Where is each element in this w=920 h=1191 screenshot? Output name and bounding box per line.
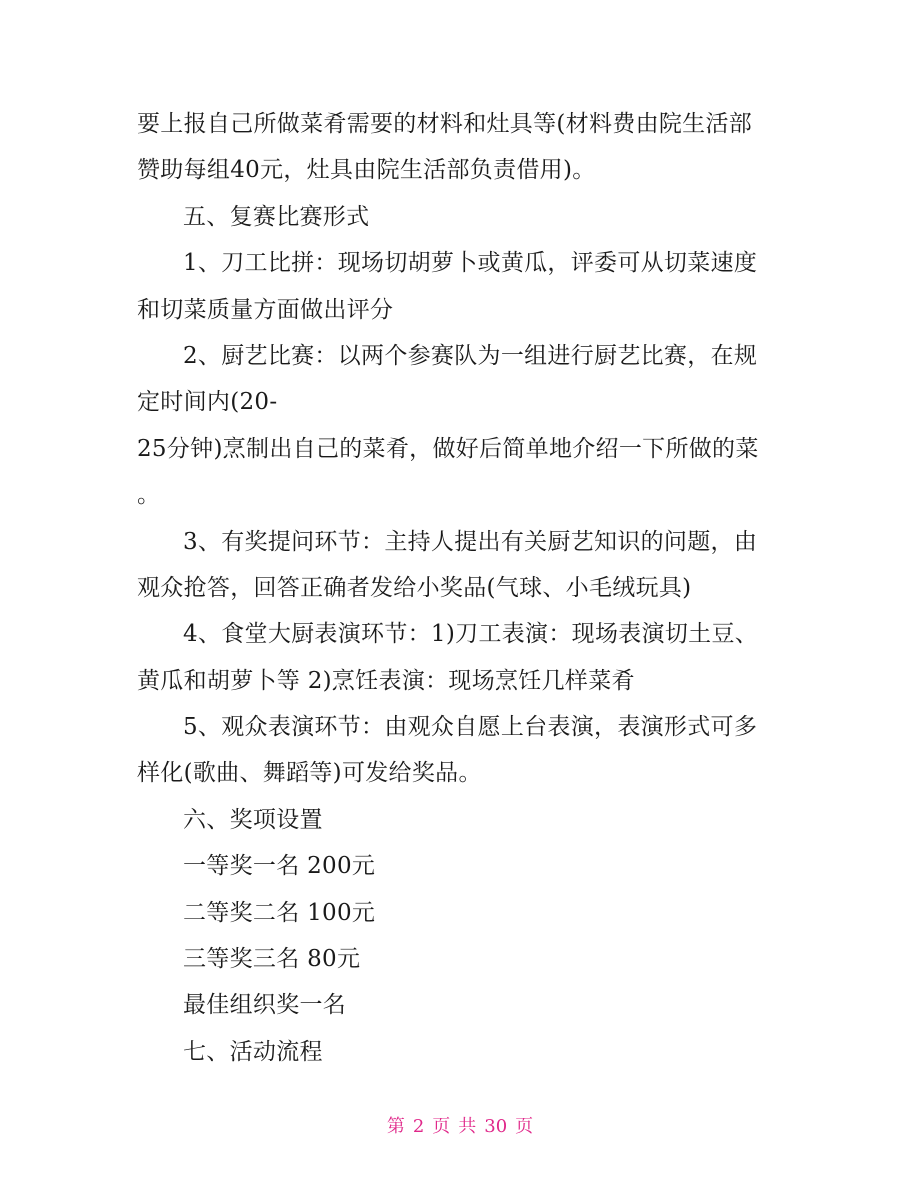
text-line: 3、有奖提问环节：主持人提出有关厨艺知识的问题，由: [183, 528, 758, 555]
text-line: 2、厨艺比赛：以两个参赛队为一组进行厨艺比赛，在规: [183, 342, 758, 369]
award-item: 一等奖一名 200元: [183, 853, 376, 880]
total-page-count: 30: [484, 1116, 508, 1137]
text-line: 要上报自己所做菜肴需要的材料和灶具等(材料费由院生活部: [137, 111, 753, 137]
text-line: 和切菜质量方面做出评分: [137, 296, 394, 323]
footer-prefix: 第: [386, 1116, 405, 1137]
award-item: 二等奖二名 100元: [183, 899, 376, 926]
text-line: 样化(歌曲、舞蹈等)可发给奖品。: [137, 760, 482, 787]
text-line: 黄瓜和胡萝卜等 2)烹饪表演：现场烹饪几样菜肴: [137, 667, 635, 694]
text-line: 4、食堂大厨表演环节：1)刀工表演：现场表演切土豆、: [183, 621, 759, 648]
footer-total-word: 共: [458, 1116, 477, 1137]
document-body: [137, 101, 787, 1075]
section-heading: 五、复赛比赛形式: [183, 203, 370, 230]
footer-suffix: 页: [515, 1116, 534, 1137]
text-line: 定时间内(20-: [137, 389, 278, 416]
section-heading: 六、奖项设置: [183, 806, 323, 833]
text-line: 观众抢答，回答正确者发给小奖品(气球、小毛绒玩具): [137, 574, 692, 601]
text-line: 25分钟)烹制出自己的菜肴，做好后简单地介绍一下所做的菜: [137, 435, 759, 462]
award-item: 三等奖三名 80元: [183, 946, 361, 973]
text-line: 5、观众表演环节：由观众自愿上台表演，表演形式可多: [183, 714, 758, 741]
page-footer: [0, 1112, 920, 1138]
award-item: 最佳组织奖一名: [183, 992, 347, 1019]
text-line: 。: [137, 482, 161, 509]
footer-page-word: 页: [432, 1116, 451, 1137]
section-heading: 七、活动流程: [183, 1038, 323, 1065]
text-line: 赞助每组40元，灶具由院生活部负责借用)。: [137, 157, 596, 184]
current-page-number: 2: [412, 1116, 425, 1137]
text-line: 1、刀工比拼：现场切胡萝卜或黄瓜，评委可从切菜速度: [183, 250, 758, 277]
